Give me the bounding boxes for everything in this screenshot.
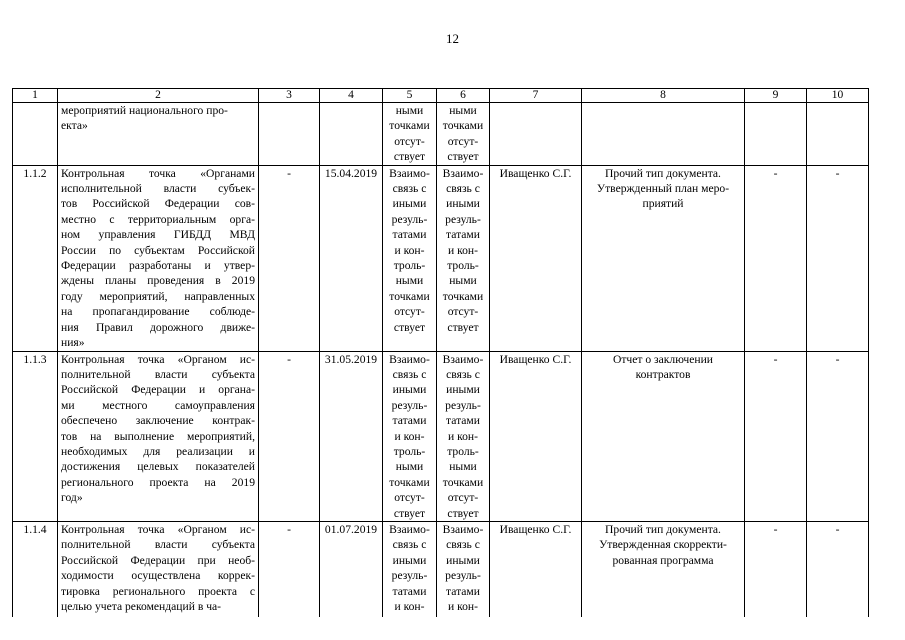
column-header: 3 [259,89,320,103]
relation-line: резуль- [391,569,428,583]
description-line: на пропагандирование соблюде- [61,305,255,319]
column-3-value: - [287,166,291,180]
relation-line: троль- [447,259,479,273]
relation-line: иными [392,197,427,211]
description-line: ния» [61,336,85,350]
date-cell [320,165,383,351]
relation-line: иными [392,383,427,397]
column-9-cell [745,521,807,617]
relation-line: отсут- [394,305,425,319]
relation-line: точками [389,119,430,133]
responsible-person: Иващенко С.Г. [499,166,572,180]
relation-line: и кон- [394,243,425,257]
relation-line: татами [446,584,480,598]
description-line: ходимости осуществлена коррек- [61,569,255,583]
relation-line: резуль- [391,212,428,226]
item-number-cell [13,165,58,351]
relation-line: ными [449,274,477,288]
description-line: исполнительной власти субъек- [61,182,255,196]
relation-line: отсут- [447,134,479,148]
relation-line: связь с [392,367,427,381]
relation-line: резуль- [445,569,481,583]
description-line: полнительной власти субъекта [61,538,255,552]
description-line: целью учета рекомендаций в ча- [61,600,222,613]
description-text [61,522,255,614]
date-cell [320,103,383,166]
relation-line: ствует [447,150,479,164]
column-header: 2 [58,89,259,103]
column-9-cell [745,103,807,166]
relation-line: точками [389,289,430,303]
document-type-cell [582,521,745,617]
column-3-value: - [287,522,291,536]
column-3-value: - [287,352,291,366]
document-type-line: рованная программа [612,553,714,567]
relation-line: и кон- [394,429,425,443]
relation-line: и кон- [394,600,425,613]
relation-line: ными [395,460,424,474]
relation-cell [437,521,490,617]
relation-line: ными [449,104,477,117]
column-header: 10 [807,89,869,103]
relation-line: Взаимо- [442,522,484,536]
relation-line: Взаимо- [389,352,430,366]
relation-line: иными [446,553,480,567]
deadline-date: 01.07.2019 [324,522,378,536]
column-header: 8 [582,89,745,103]
table-row [13,103,869,166]
relation-line: Взаимо- [389,166,430,180]
item-number-cell [13,351,58,521]
column-3-cell [259,521,320,617]
date-cell [320,521,383,617]
relation-line: ными [395,274,424,288]
relation-cell [383,351,437,521]
description-line: екта» [61,119,88,133]
description-line: мероприятий национального про- [61,104,228,117]
description-line: Федерации разработаны и утвер- [61,259,255,273]
description-line: обеспечено заключение контрак- [61,414,255,428]
responsible-person: Иващенко С.Г. [499,352,572,366]
column-9-value: - [773,352,778,366]
item-number-cell [13,103,58,166]
column-10-value: - [835,522,840,536]
date-cell [320,351,383,521]
item-number-cell [13,521,58,617]
relation-cell [437,165,490,351]
responsible-cell [490,351,582,521]
responsible-person: Иващенко С.Г. [499,522,572,536]
relation-line: татами [392,414,427,428]
column-header: 7 [490,89,582,103]
deadline-date: 31.05.2019 [324,352,378,366]
relation-line: связь с [392,538,427,552]
relation-line: точками [442,475,484,489]
column-9-cell [745,165,807,351]
description-line: полнительной власти субъекта [61,367,255,381]
relation-line: троль- [447,444,479,458]
description-line: ния Правил дорожного движе- [61,320,255,334]
description-line: тов на выполнение мероприятий, [61,429,255,443]
column-10-value: - [835,352,840,366]
item-number: 1.1.4 [23,522,47,536]
item-number: 1.1.3 [23,352,47,366]
column-header: 9 [745,89,807,103]
column-header: 4 [320,89,383,103]
relation-line: троль- [393,444,426,458]
relation-line: татами [392,228,427,242]
document-type-line: Отчет о заключении [612,352,714,366]
relation-line: точками [389,475,430,489]
table-row [13,521,869,617]
deadline-date: 15.04.2019 [324,166,378,180]
column-10-cell [807,103,869,166]
column-9-value: - [773,522,778,536]
relation-line: связь с [446,538,480,552]
column-header: 1 [13,89,58,103]
column-3-cell [259,351,320,521]
description-line: ждены планы проведения в 2019 [61,274,255,288]
relation-line: ствует [393,150,426,164]
description-cell [58,351,259,521]
column-header: 6 [437,89,490,103]
relation-cell [383,521,437,617]
relation-line: резуль- [445,398,481,412]
description-text [61,103,255,134]
column-3-cell [259,103,320,166]
relation-cell [383,165,437,351]
document-type-line: Прочий тип документа. [605,166,721,180]
relation-cell [437,103,490,166]
page-number: 12 [446,31,459,46]
column-10-cell [807,351,869,521]
description-line: необходимых для реализации и [61,444,255,458]
description-line: Контрольная точка «Органами [61,166,255,180]
relation-line: точками [442,119,484,133]
relation-line: отсут- [394,134,425,148]
description-line: Российской Федерации и органа- [61,383,255,397]
document-type-line: контрактов [635,367,691,381]
description-cell [58,521,259,617]
description-line: году мероприятий, направленных [61,289,255,303]
document-type-line: Утвержденная скорректи- [599,538,727,552]
relation-line: отсут- [394,491,425,505]
description-line: России по субъектам Российской [61,243,255,257]
relation-line: Взаимо- [442,352,484,366]
description-line: ном управления ГИБДД МВД [61,228,255,242]
column-9-value: - [773,166,778,180]
relation-line: точками [442,289,484,303]
relation-line: татами [392,584,427,598]
relation-line: татами [446,228,480,242]
relation-line: ствует [393,506,426,520]
responsible-cell [490,521,582,617]
description-text [61,166,255,351]
description-line: Российской Федерации при необ- [61,553,255,567]
column-10-value: - [835,166,840,180]
document-type-cell [582,351,745,521]
relation-line: связь с [446,182,480,196]
document-type-cell [582,103,745,166]
relation-line: и кон- [447,429,478,443]
relation-line: Взаимо- [389,522,430,536]
description-line: год» [61,491,83,505]
relation-line: иными [446,383,480,397]
description-cell [58,165,259,351]
column-3-cell [259,165,320,351]
description-line: регионального проекта на 2019 [61,475,255,489]
relation-line: Взаимо- [442,166,484,180]
relation-line: связь с [392,182,427,196]
relation-line: татами [446,414,480,428]
relation-line: и кон- [447,243,478,257]
table-row [13,165,869,351]
document-type-cell [582,165,745,351]
relation-line: иными [392,553,427,567]
description-cell [58,103,259,166]
relation-cell [383,103,437,166]
relation-line: связь с [446,367,480,381]
column-9-cell [745,351,807,521]
description-line: достижения целевых показателей [61,460,255,474]
description-line: Контрольная точка «Органом ис- [61,522,255,536]
item-number: 1.1.2 [23,166,47,180]
description-line: тировка регионального проекта с [61,584,255,598]
relation-line: резуль- [391,398,428,412]
document-type-line: приятий [642,197,684,211]
description-text [61,352,255,506]
description-line: местно с территориальным орга- [61,212,255,226]
column-header: 5 [383,89,437,103]
document-type-line: Утвержденный план меро- [596,182,730,196]
relation-line: ствует [447,506,479,520]
relation-line: иными [446,197,480,211]
relation-line: и кон- [447,600,478,613]
responsible-cell [490,165,582,351]
responsible-cell [490,103,582,166]
relation-line: ствует [447,320,479,334]
description-line: тов Российской Федерации сов- [61,197,255,211]
relation-line: ными [449,460,477,474]
relation-line: ными [395,104,424,117]
header-row [13,89,869,103]
document-type-line: Прочий тип документа. [605,522,721,536]
relation-line: отсут- [447,305,479,319]
column-10-cell [807,521,869,617]
table-row [13,351,869,521]
plan-table [12,88,869,617]
relation-cell [437,351,490,521]
relation-line: ствует [393,320,426,334]
description-line: ми местного самоуправления [61,398,255,412]
relation-line: троль- [393,259,426,273]
relation-line: резуль- [445,212,481,226]
column-10-cell [807,165,869,351]
relation-line: отсут- [447,491,479,505]
description-line: Контрольная точка «Органом ис- [61,352,255,366]
